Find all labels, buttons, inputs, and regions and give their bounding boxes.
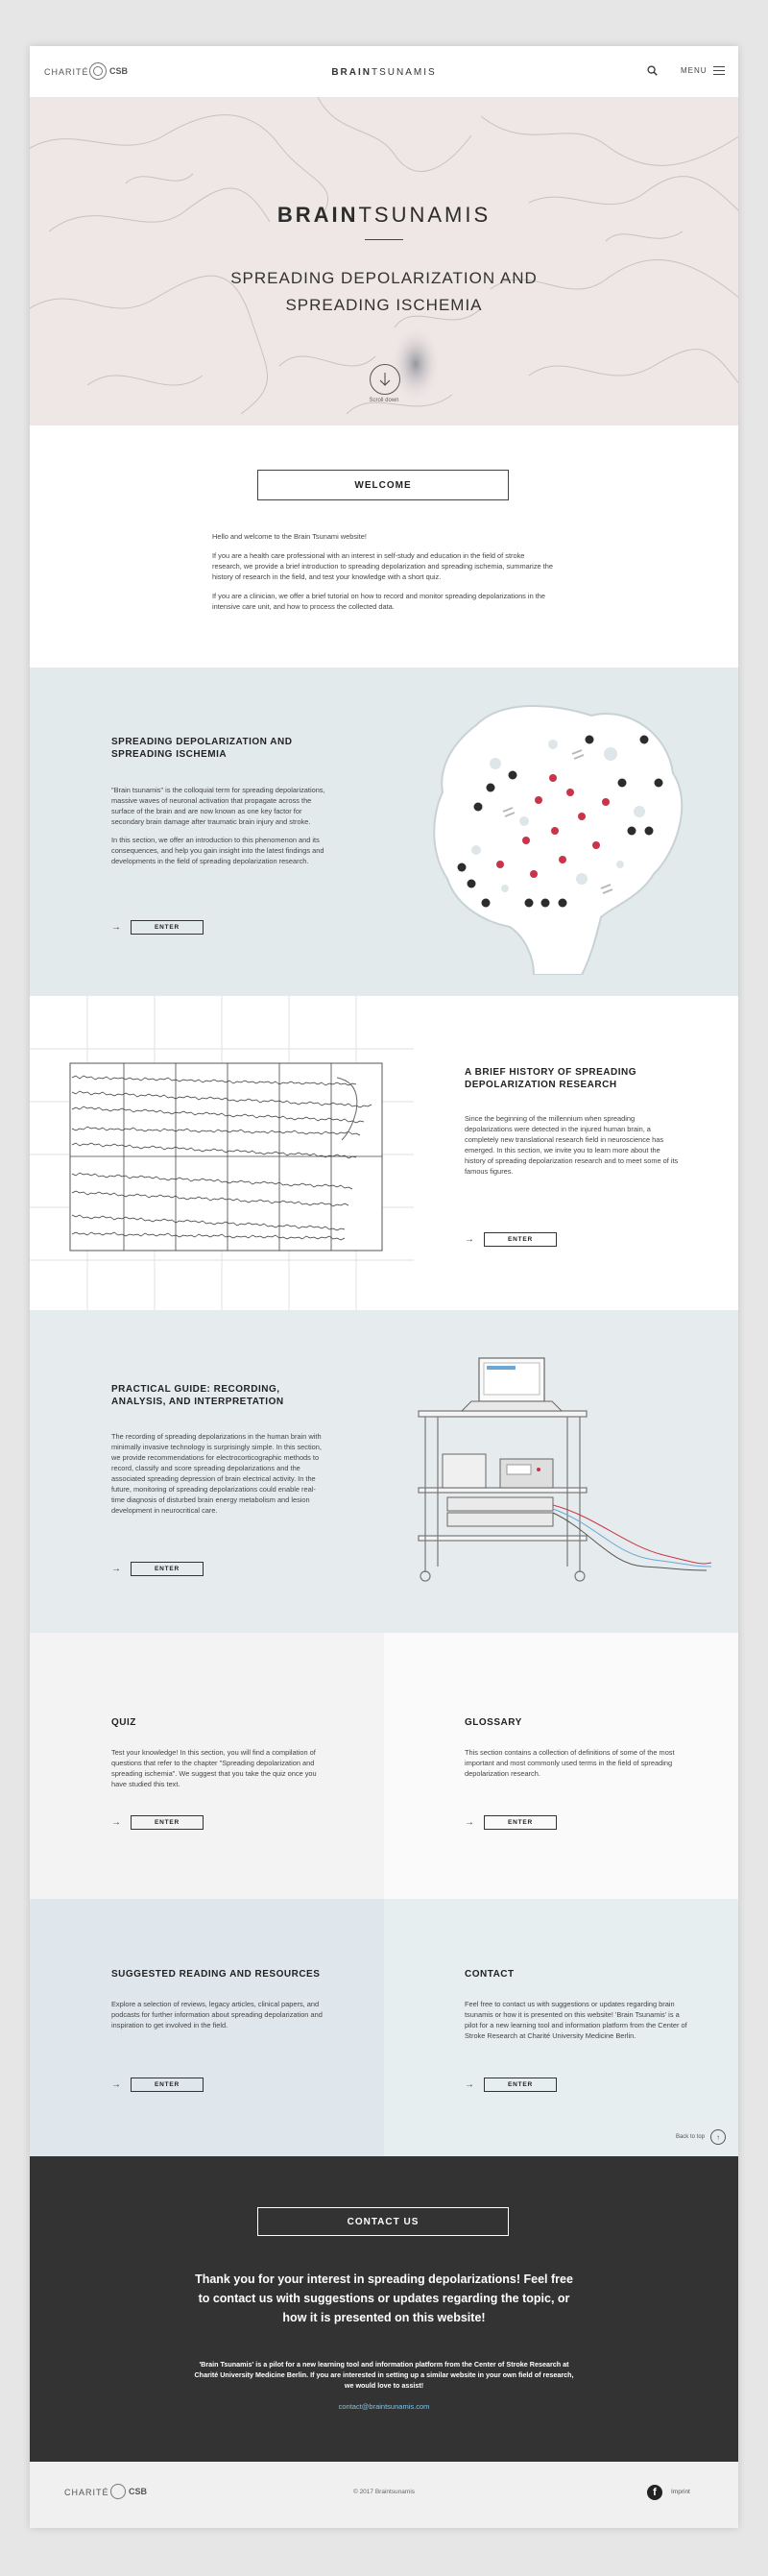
contact-us-button[interactable]: CONTACT US: [257, 2207, 509, 2236]
section-title-line: ANALYSIS, AND INTERPRETATION: [111, 1397, 284, 1407]
section-paragraph: In this section, we offer an introduction to this phenomenon and its consequences, and help you gain insight into the latest findings and developments in the field of spreading depolarization research.: [111, 836, 324, 865]
welcome-section: [30, 425, 738, 668]
section-title-line: SPREADING DEPOLARIZATION AND: [111, 737, 293, 747]
enter-button-history[interactable]: ENTER: [484, 1232, 557, 1247]
arrow-right-icon: →: [111, 2079, 121, 2090]
section-paragraph: Feel free to contact us with suggestions or updates regarding brain tsunamis or how it is presented on this website! 'Brain Tsunamis' is a pilot for a new learning tool and information platform from the Center of Stroke Research at Charité University Medicine Berlin.: [465, 2000, 687, 2040]
menu-icon: [713, 66, 725, 75]
section-title: QUIZ: [111, 1717, 136, 1728]
section-title: [111, 736, 361, 761]
section-text: [111, 1999, 330, 2038]
section-paragraph: Since the beginning of the millennium when spreading depolarizations were detected in the injured human brain, a completely new translational research field in neuroscience has emerged. In this section, we invite you to learn more about the history of spreading depolarization research and to meet some of its famous figures.: [465, 1114, 679, 1176]
enter-row: [465, 1815, 557, 1830]
search-icon[interactable]: [647, 65, 658, 76]
section-spreading-depolarization: [30, 668, 738, 996]
enter-row: [111, 1562, 204, 1576]
welcome-text: [212, 531, 556, 620]
arrow-right-icon: →: [465, 1817, 474, 1828]
section-title: [111, 1383, 361, 1408]
enter-button-contact[interactable]: ENTER: [484, 2078, 557, 2092]
section-title: GLOSSARY: [465, 1717, 522, 1728]
section-title-line: DEPOLARIZATION RESEARCH: [465, 1080, 617, 1090]
section-paragraph: Explore a selection of reviews, legacy articles, clinical papers, and podcasts for further information about spreading depolarization and inspiration to get involved in the field.: [111, 2000, 323, 2029]
menu-button[interactable]: [681, 66, 725, 75]
arrow-right-icon: →: [465, 2079, 474, 2090]
enter-button-reading[interactable]: ENTER: [131, 2078, 204, 2092]
arrow-up-icon: ↑: [710, 2129, 726, 2145]
recording-cart-illustration: [375, 1353, 711, 1593]
imprint-link[interactable]: Imprint: [671, 2489, 690, 2495]
welcome-paragraph: If you are a health care professional with an interest in self-study and education in the field of stroke research, we provide a brief introduction to spreading depolarization and spreading ischemia, summarize the history of research in the field, and test your knowledge with a short quiz.: [212, 551, 553, 581]
section-text: [111, 785, 330, 874]
section-paragraph: "Brain tsunamis" is the colloquial term for spreading depolarizations, massive waves of neuronal activation that propagate across the surface of the brain and are now known as one key factor for secondary brain damage after traumatic brain injury and stroke.: [111, 786, 325, 826]
arrow-down-icon: [371, 365, 399, 394]
site-header: [30, 46, 738, 97]
site-title-bold: BRAIN: [331, 67, 372, 78]
enter-button-spreading-depolarization[interactable]: ENTER: [131, 920, 204, 935]
hero-title-rest: TSUNAMIS: [358, 203, 492, 227]
scroll-down-button[interactable]: [370, 364, 400, 395]
page: [30, 46, 738, 2528]
section-title-line: PRACTICAL GUIDE: RECORDING,: [111, 1384, 280, 1395]
contact-email-link[interactable]: contact@braintsunamis.com: [338, 2402, 430, 2411]
section-paragraph: The recording of spreading depolarizations in the human brain with minimally invasive technology is surprisingly simple. In this section, we provide recommendations for electrocorticographic methods to record, classify and score spreading depolarizations and the associated spreading depression of brain electrical activity. In the future, monitoring of spreading depolarizations could enable real-time diagnosis of disturbed brain energy metabolism and lesion development in neurocritical care.: [111, 1432, 322, 1515]
enter-row: [111, 920, 204, 935]
arrow-right-icon: →: [465, 1234, 474, 1245]
welcome-paragraph: Hello and welcome to the Brain Tsunami website!: [212, 532, 367, 541]
neuron-tissue-illustration: [419, 687, 697, 975]
footer-contact: [30, 2156, 738, 2462]
enter-button-quiz[interactable]: ENTER: [131, 1815, 204, 1830]
section-text: [111, 1747, 323, 1797]
footer-pilot-text: 'Brain Tsunamis' is a pilot for a new learning tool and information platform from the Center of Stroke Research at Charité University Medicine Berlin. If you are interested in setting up a similar website in your own field of research, we would love to assist!: [194, 2360, 574, 2390]
section-text: [465, 1113, 681, 1184]
hero-title-bold: BRAIN: [276, 203, 359, 227]
enter-row: [111, 1815, 204, 1830]
csb-logo-text: CSB: [129, 2487, 148, 2496]
scroll-down-label: Scroll down: [369, 398, 399, 403]
site-title[interactable]: [30, 67, 738, 78]
welcome-button[interactable]: WELCOME: [257, 470, 509, 500]
section-paragraph: Test your knowledge! In this section, you will find a compilation of questions that refer to the chapter "Spreading depolarization and spreading ischemia". We suggest that you take the quiz once you have studied this text.: [111, 1748, 317, 1788]
charite-logo-footer[interactable]: CHARITÉ: [64, 2488, 109, 2497]
copyright: © 2017 Braintsunamis: [352, 2489, 416, 2495]
enter-button-glossary[interactable]: ENTER: [484, 1815, 557, 1830]
section-text: [465, 1747, 684, 1786]
section-title-line: A BRIEF HISTORY OF SPREADING: [465, 1067, 637, 1078]
section-practical-guide: [30, 1310, 738, 1633]
section-paragraph: This section contains a collection of definitions of some of the most important and most commonly used terms in the field of spreading depolarization research.: [465, 1748, 675, 1778]
csb-logo-text: CSB: [109, 66, 129, 76]
bottom-bar: [30, 2462, 738, 2528]
section-title: SUGGESTED READING AND RESOURCES: [111, 1969, 321, 1980]
section-title-line: SPREADING ISCHEMIA: [111, 749, 228, 760]
hero-title: [30, 203, 738, 228]
back-to-top-button[interactable]: [676, 2129, 726, 2145]
historical-eeg-recording-image: [30, 996, 414, 1310]
facebook-icon[interactable]: f: [647, 2485, 662, 2500]
arrow-right-icon: →: [111, 1817, 121, 1828]
section-quiz: [30, 1633, 384, 1899]
enter-row: [465, 2078, 557, 2092]
back-to-top-label: Back to top: [675, 2134, 705, 2140]
section-title: CONTACT: [465, 1969, 515, 1980]
menu-label: MENU: [681, 66, 708, 75]
enter-row: [465, 1232, 557, 1247]
charite-logo[interactable]: CHARITÉ: [44, 67, 89, 77]
section-glossary: [384, 1633, 738, 1899]
arrow-right-icon: →: [111, 1564, 121, 1574]
enter-row: [111, 2078, 204, 2092]
footer-thanks-text: Thank you for your interest in spreading depolarizations! Feel free to contact us with suggestions or updates regarding the topic, or how it is presented on this website!: [195, 2272, 573, 2324]
section-text: [465, 1999, 687, 2049]
site-title-rest: TSUNAMIS: [372, 67, 437, 78]
section-title: [465, 1066, 705, 1091]
section-text: [111, 1431, 327, 1523]
hero-subtitle-line2: SPREADING ISCHEMIA: [285, 296, 483, 314]
section-contact: [384, 1899, 738, 2156]
hero-banner: [30, 97, 738, 425]
hero-subtitle: [192, 265, 576, 319]
enter-button-practical-guide[interactable]: ENTER: [131, 1562, 204, 1576]
hero-subtitle-line1: SPREADING DEPOLARIZATION AND: [230, 269, 538, 287]
section-suggested-reading: [30, 1899, 384, 2156]
section-history: [30, 996, 738, 1310]
hero-divider: [365, 239, 403, 240]
welcome-paragraph: If you are a clinician, we offer a brief tutorial on how to record and monitor spreading depolarizations in the intensive care unit, and how to process the collected data.: [212, 592, 546, 611]
arrow-right-icon: →: [111, 922, 121, 933]
